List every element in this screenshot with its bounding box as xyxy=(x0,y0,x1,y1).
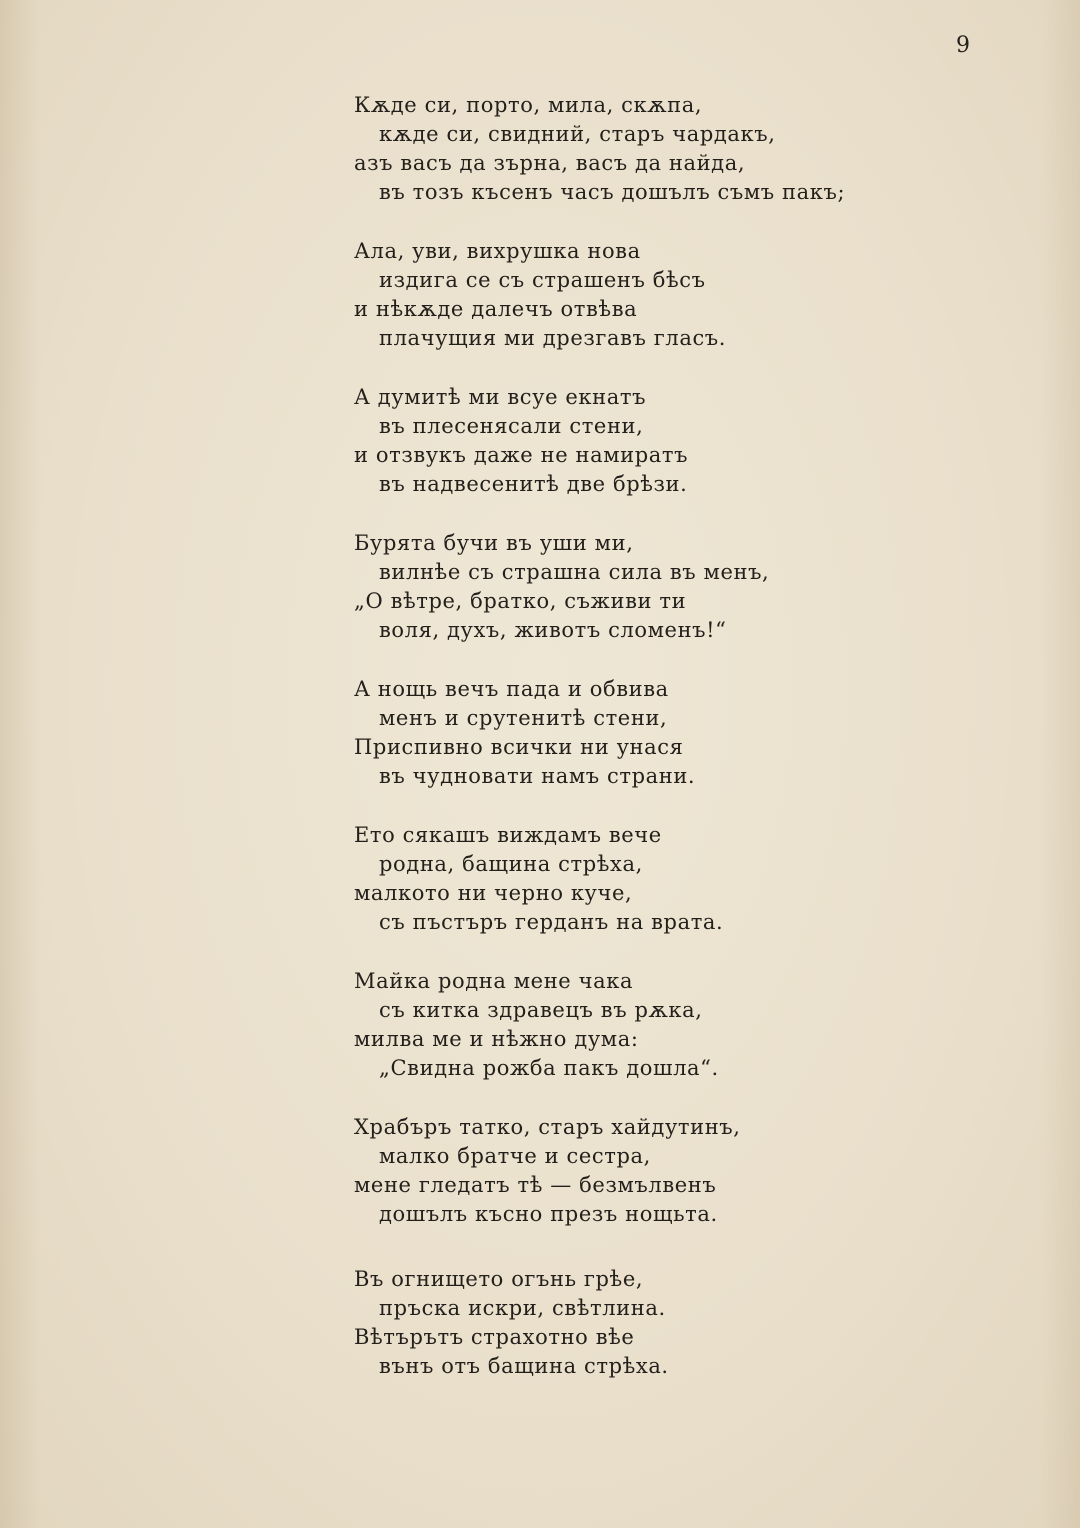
stanza-2 xyxy=(354,237,994,383)
poem-line: пръска искри, свѣтлина. xyxy=(379,1296,666,1320)
poem-line: въ тозъ късенъ часъ дошълъ съмъ пакъ; xyxy=(379,180,846,204)
stanza-1 xyxy=(354,91,994,237)
stanza-3 xyxy=(354,383,994,529)
poem-line: малкото ни черно куче, xyxy=(354,881,633,905)
poem-line: А думитѣ ми всуе екнатъ xyxy=(354,385,647,409)
poem-line: кѫде си, свидний, старъ чардакъ, xyxy=(379,122,776,146)
poem-line: Ала, уви, вихрушка нова xyxy=(354,239,641,263)
stanza-9 xyxy=(354,1265,994,1411)
poem-line: азъ васъ да зърна, васъ да найда, xyxy=(354,151,746,175)
poem-line: вънъ отъ бащина стрѣха. xyxy=(379,1354,669,1378)
poem-line: воля, духъ, животъ сломенъ!“ xyxy=(379,618,727,642)
page-number: 9 xyxy=(956,33,970,58)
poem-line: Вѣтърътъ страхотно вѣе xyxy=(354,1325,635,1349)
page-edge-shadow-right xyxy=(1040,0,1080,1528)
poem-line: вилнѣе съ страшна сила въ менъ, xyxy=(379,560,770,584)
poem-line: менъ и срутенитѣ стени, xyxy=(379,706,668,730)
poem-line: Бурята бучи въ уши ми, xyxy=(354,531,634,555)
poem-line: дошълъ късно презъ нощьта. xyxy=(379,1202,718,1226)
stanza-5 xyxy=(354,675,994,821)
poem-line: и нѣкѫде далечъ отвѣва xyxy=(354,297,638,321)
poem-line: Въ огнището огънь грѣе, xyxy=(354,1267,644,1291)
poem-line: мене гледатъ тѣ — безмълвенъ xyxy=(354,1173,717,1197)
poem-line: съ китка здравецъ въ рѫка, xyxy=(379,998,703,1022)
stanza-6 xyxy=(354,821,994,967)
stanza-4 xyxy=(354,529,994,675)
poem-line: въ чудновати намъ страни. xyxy=(379,764,696,788)
poem-line: издига се съ страшенъ бѣсъ xyxy=(379,268,706,292)
poem-line: „Свидна рожба пакъ дошла“. xyxy=(379,1056,719,1080)
poem-line: плачущия ми дрезгавъ гласъ. xyxy=(379,326,727,350)
poem-line: Майка родна мене чака xyxy=(354,969,634,993)
stanza-8 xyxy=(354,1113,994,1259)
page-edge-shadow-left xyxy=(0,0,40,1528)
poem-line: А нощь вечъ пада и обвива xyxy=(354,677,669,701)
poem-line: Ето сякашъ виждамъ вече xyxy=(354,823,662,847)
poem-line: и отзвукъ даже не намиратъ xyxy=(354,443,689,467)
stanza-7 xyxy=(354,967,994,1113)
poem-line: Приспивно всички ни унася xyxy=(354,735,684,759)
poem-line: въ надвесенитѣ две брѣзи. xyxy=(379,472,688,496)
poem-line: родна, бащина стрѣха, xyxy=(379,852,643,876)
poem-line: въ плесенясали стени, xyxy=(379,414,644,438)
poem xyxy=(354,91,994,1411)
poem-line: „О вѣтре, братко, съживи ти xyxy=(354,589,687,613)
poem-line: съ пъстъръ герданъ на врата. xyxy=(379,910,724,934)
poem-line: малко братче и сестра, xyxy=(379,1144,651,1168)
poem-line: Храбъръ татко, старъ хайдутинъ, xyxy=(354,1115,741,1139)
poem-line: Кѫде си, порто, мила, скѫпа, xyxy=(354,93,703,117)
poem-line: милва ме и нѣжно дума: xyxy=(354,1027,639,1051)
